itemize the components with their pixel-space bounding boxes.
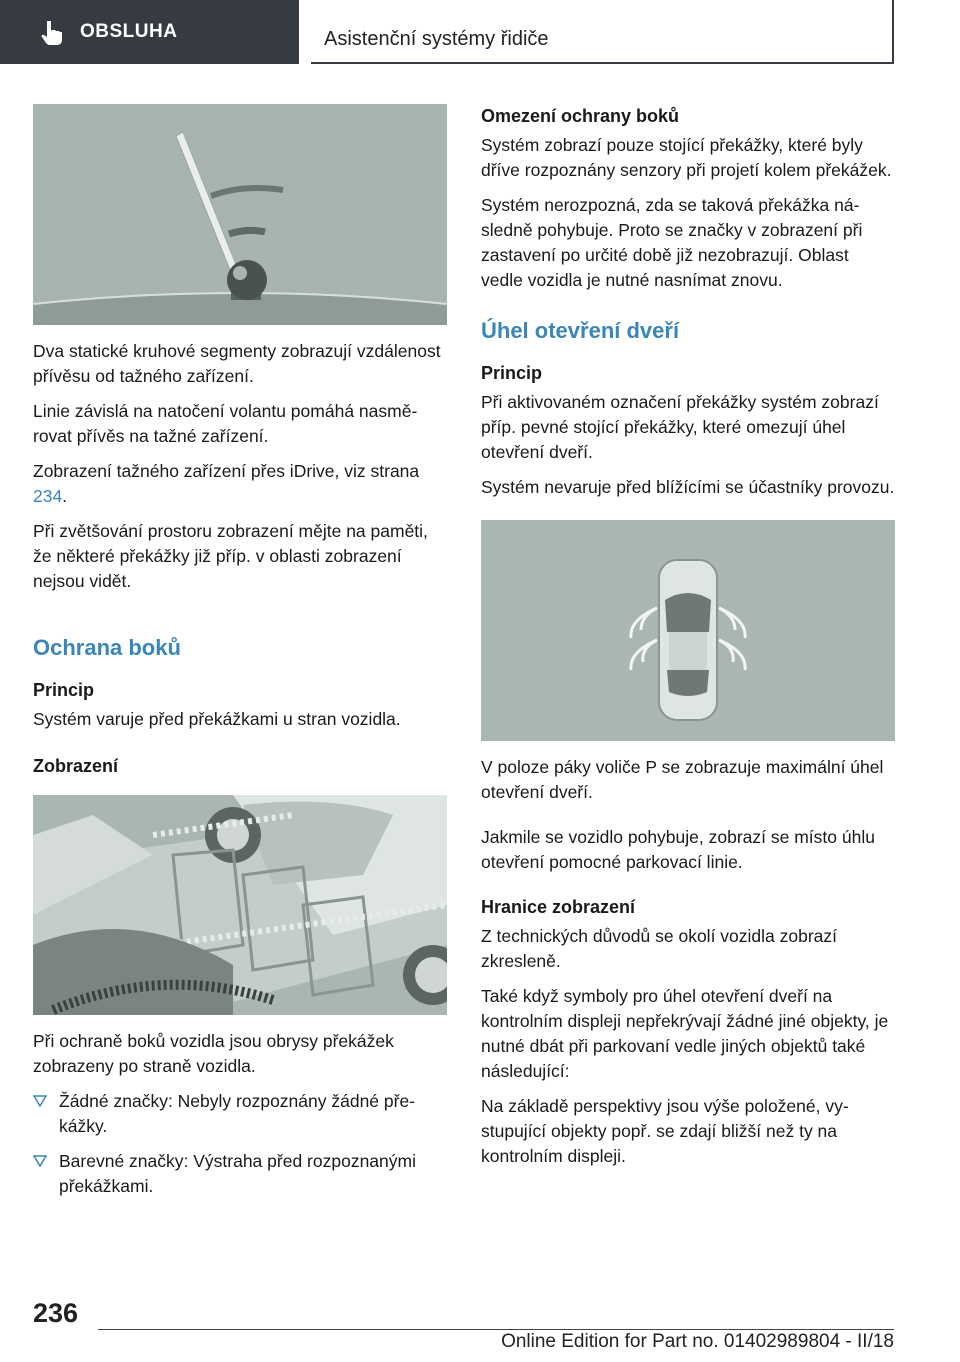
paragraph-parking-lines: Jakmile se vozidlo pohybuje, zobrazí se místo úhlu otevření pomocné parkovací linie. [481, 827, 875, 872]
paragraph-caution: Také když symboly pro úhel otevření dveří na kontrolním displeji nepřekrývají žádné jiné objekty, je nutné dbát při parkovaní vedle jiných objektů také následující: [481, 986, 889, 1081]
paragraph-trailer-distance: Dva statické kruhové segmenty zobrazují vzdálenost přívěsu od tažného zařízení. [33, 341, 441, 386]
right-column [481, 104, 895, 1179]
header-section-label: OBSLUHA [80, 21, 178, 42]
list-item-text: Barevné značky: Výstraha před rozpoznanými překážkami. [59, 1151, 416, 1196]
subheading-zobrazeni: Zobrazení [33, 756, 119, 776]
page-number: 236 [33, 1298, 79, 1328]
subheading-princip: Princip [33, 680, 95, 700]
door-angle-figure [481, 520, 895, 741]
text: Zobrazení tažného zařízení přes iDrive, viz strana [33, 461, 420, 481]
paragraph-no-warning: Systém nevaruje před blížícími se účastníky provozu. [481, 477, 895, 497]
paragraph-idrive-ref [33, 459, 447, 509]
section-heading-door-angle: Úhel otevření dveří [481, 318, 680, 343]
paragraph-perspective: Na základě perspektivy jsou výše položené, vystupující objekty popř. se zdají bližší než ty na kontrolním displeji. [481, 1096, 849, 1166]
paragraph-zoom-warning: Při zvětšování prostoru zobrazení mějte na paměti, že některé překážky již příp. v oblasti zobrazení nejsou vidět. [33, 521, 428, 591]
marker-list [33, 1089, 447, 1199]
list-item [33, 1149, 447, 1199]
paragraph-steering-line: Linie závislá na natočení volantu pomáhá nasměrovat přívěs na tažné zařízení. [33, 401, 418, 446]
page-reference-link[interactable]: 234 [33, 486, 63, 506]
paragraph-side-outlines: Při ochraně boků vozidla jsou obrysy překážek zobrazeny po straně vozidla. [33, 1031, 394, 1076]
subheading-princip: Princip [481, 363, 543, 383]
footer-edition: Online Edition for Part no. 01402989804 - II/18 [501, 1331, 894, 1352]
footer-divider [98, 1329, 894, 1330]
side-protection-figure [33, 795, 447, 1015]
paragraph-moving-obstacles: Systém nerozpozná, zda se taková překážka následně pohybuje. Proto se značky v zobrazení při zastavení po určité době již nezobrazují. Oblast vedle vozidla je nutné nasnímat znovu. [481, 195, 863, 290]
paragraph-stationary: Systém zobrazí pouze stojící překážky, které byly dříve rozpoznány senzory při projetí kolem překážek. [481, 135, 892, 180]
left-column [33, 104, 447, 1209]
paragraph-max-angle: V poloze páky voliče P se zobrazuje maximální úhel otevření dveří. [481, 757, 884, 802]
section-heading-side-protection: Ochrana boků [33, 635, 181, 660]
subheading-display-limits: Hranice zobrazení [481, 897, 636, 917]
paragraph-princip: Systém varuje před překážkami u stran vozidla. [33, 709, 401, 729]
paragraph-distorted: Z technických důvodů se okolí vozidla zobrazí zkresleně. [481, 926, 838, 971]
text: . [62, 486, 68, 506]
list-item-text: Žádné značky: Nebyly rozpoznány žádné překážky. [59, 1091, 416, 1136]
page-title: Asistenční systémy řidiče [324, 28, 549, 50]
hand-pointer-icon [38, 17, 68, 47]
triangle-bullet-icon [33, 1095, 47, 1107]
list-item [33, 1089, 447, 1139]
triangle-bullet-icon [33, 1155, 47, 1167]
paragraph-door-princip: Při aktivovaném označení překážky systém zobrazí příp. pevné stojící překážky, které omezují úhel otevření dveří. [481, 392, 879, 462]
header-section-tab [0, 0, 299, 64]
subheading-limits: Omezení ochrany boků [481, 106, 680, 126]
trailer-hitch-figure [33, 104, 447, 325]
